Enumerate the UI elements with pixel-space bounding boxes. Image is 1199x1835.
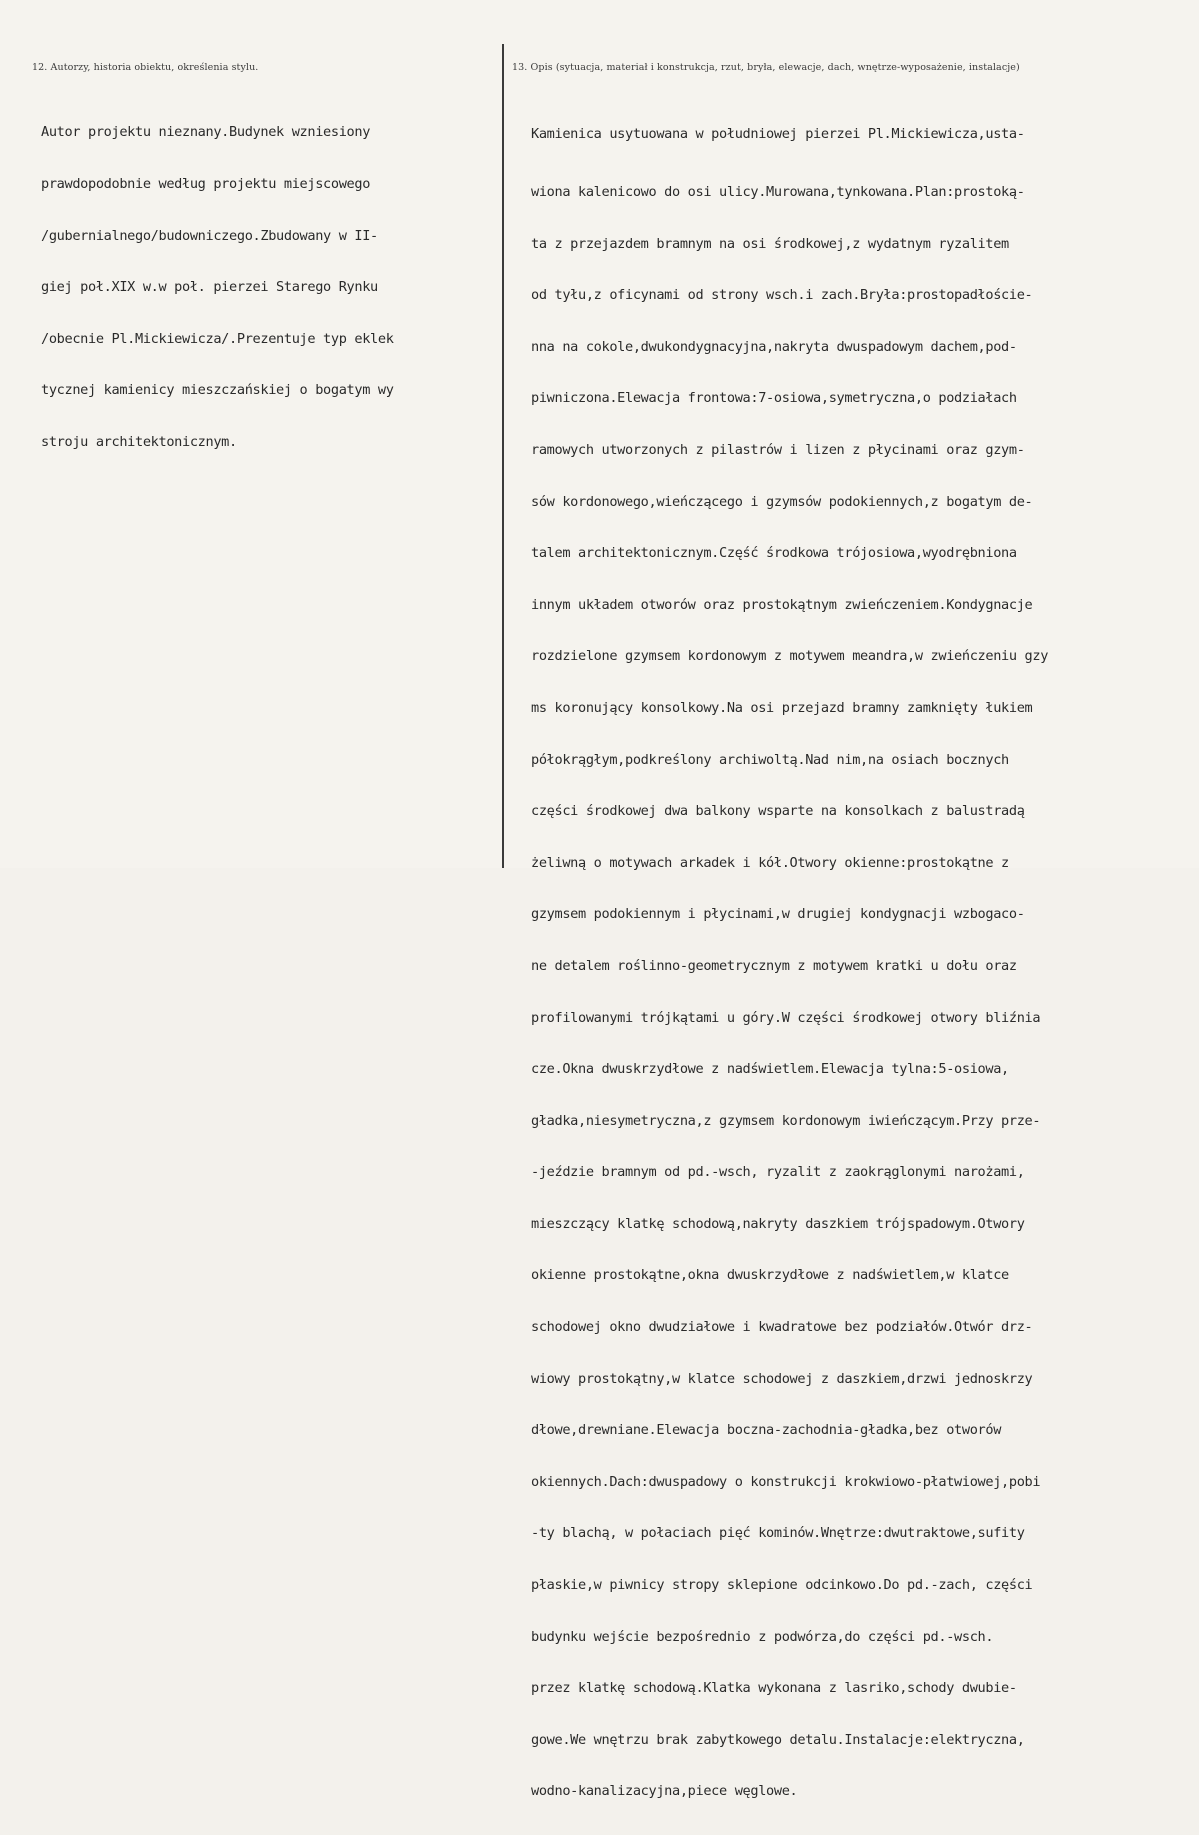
text-line: piwniczona.Elewacja frontowa:7-osiowa,symetryczna,o podziałach [531,390,1017,407]
text-line: okiennych.Dach:dwuspadowy o konstrukcji krokwiowo-płatwiowej,pobi [531,1473,1041,1490]
text-line: żeliwną o motywach arkadek i kół.Otwory okienne:prostokątne z [531,854,1009,871]
text-line: /gubernialnego/budowniczego.Zbudowany w II- [41,227,378,244]
text-line: rozdzielone gzymsem kordonowym z motywem meandra,w zwieńczeniu gzy [531,648,1049,665]
text-line: gzymsem podokiennym i płycinami,w drugiej kondygnacji wzbogaco- [531,906,1025,923]
text-line: innym układem otworów oraz prostokątnym zwieńczeniem.Kondygnacje [531,596,1033,613]
text-line: cze.Okna dwuskrzydłowe z nadświetlem.Elewacja tylna:5-osiowa, [531,1061,1009,1078]
text-line: tycznej kamienicy mieszczańskiej o bogatym wy [41,382,394,399]
text-line: wodno-kanalizacyjna,piece węglowe. [531,1783,798,1800]
text-line: półokrągłym,podkreślony archiwoltą.Nad nim,na osiach bocznych [531,751,1009,768]
text-line: płaskie,w piwnicy stropy sklepione odcinkowo.Do pd.-zach, części [531,1577,1033,1594]
text-line: schodowej okno dwudziałowe i kwadratowe bez podziałów.Otwór drz- [531,1319,1033,1336]
text-line: /obecnie Pl.Mickiewicza/.Prezentuje typ eklek [41,330,394,347]
text-line: -ty blachą, w połaciach pięć kominów.Wnętrze:dwutraktowe,sufity [531,1525,1025,1542]
text-line: talem architektonicznym.Część środkowa trójosiowa,wyodrębniona [531,545,1017,562]
text-line: ne detalem roślinno-geometrycznym z motywem kratki u dołu oraz [531,957,1017,974]
text-line: Autor projektu nieznany.Budynek wzniesiony [41,124,371,141]
text-line: stroju architektonicznym. [41,433,237,450]
text-line: ta z przejazdem bramnym na osi środkowej,z wydatnym ryzalitem [531,235,1009,252]
text-line: od tyłu,z oficynami od strony wsch.i zach.Bryła:prostopadłoście- [531,287,1033,304]
text-line: gładka,niesymetryczna,z gzymsem kordonowym iwieńczącym.Przy prze- [531,1112,1041,1129]
text-line: mieszczący klatkę schodową,nakryty daszkiem trójspadowym.Otwory [531,1215,1025,1232]
text-line: gowe.We wnętrzu brak zabytkowego detalu.Instalacje:elektryczna, [531,1731,1025,1748]
section-13-header: 13. Opis (sytuacja, materiał i konstrukcja, rzut, bryła, elewacje, dach, wnętrze-wyposażenie, instalacje) [512,62,1020,73]
text-line: budynku wejście bezpośrednio z podwórza,do części pd.-wsch. [531,1628,994,1645]
text-line: dłowe,drewniane.Elewacja boczna-zachodnia-gładka,bez otworów [531,1422,1002,1439]
text-line: przez klatkę schodową.Klatka wykonana z lasriko,schody dwubie- [531,1680,1017,1697]
section-13-text [531,92,1199,1835]
text-line: nna na cokole,dwukondygnacyjna,nakryta dwuspadowym dachem,pod- [531,338,1017,355]
column-divider [502,44,504,868]
text-line: ms koronujący konsolkowy.Na osi przejazd bramny zamknięty łukiem [531,699,1033,716]
text-line: -jeździe bramnym od pd.-wsch, ryzalit z zaokrąglonymi narożami, [531,1164,1025,1181]
section-12-text [41,90,501,486]
text-line: profilowanymi trójkątami u góry.W części środkowej otwory bliźnia [531,1009,1041,1026]
text-line: prawdopodobnie według projektu miejscowego [41,176,371,192]
text-line: sów kordonowego,wieńczącego i gzymsów podokiennych,z bogatym de- [531,493,1033,510]
text-line: giej poł.XIX w.w poł. pierzei Starego Rynku [41,279,378,296]
text-line: okienne prostokątne,okna dwuskrzydłowe z nadświetlem,w klatce [531,1267,1009,1284]
text-line: wiowy prostokątny,w klatce schodowej z daszkiem,drzwi jednoskrzy [531,1370,1033,1387]
text-line: Kamienica usytuowana w południowej pierzei Pl.Mickiewicza,usta- [531,126,1025,143]
section-12-header: 12. Autorzy, historia obiektu, określenia stylu. [32,62,259,73]
text-line: wiona kalenicowo do osi ulicy.Murowana,tynkowana.Plan:prostoką- [531,184,1025,200]
text-line: ramowych utworzonych z pilastrów i lizen z płycinami oraz gzym- [531,441,1025,458]
text-line: części środkowej dwa balkony wsparte na konsolkach z balustradą [531,803,1025,820]
